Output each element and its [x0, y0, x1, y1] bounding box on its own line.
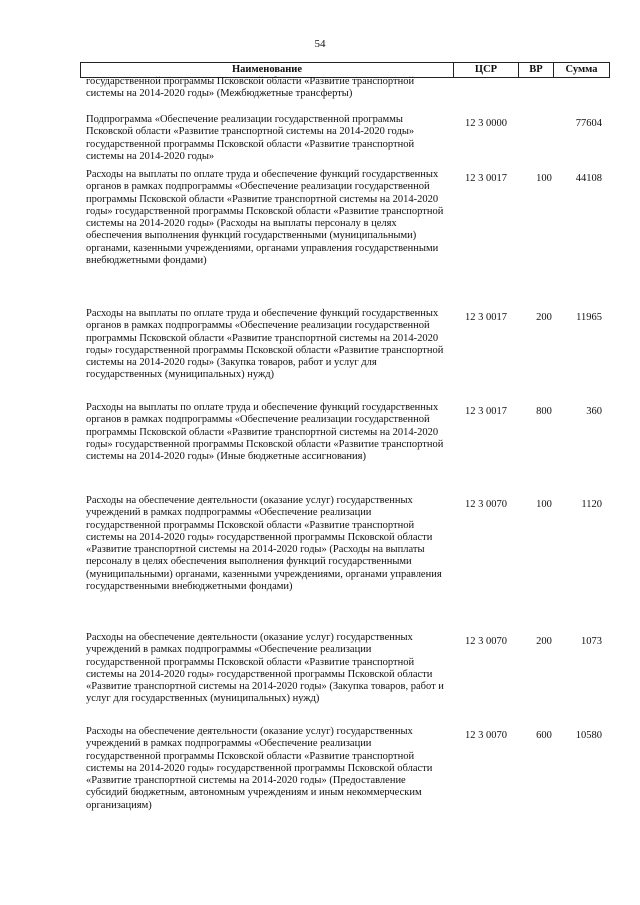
row-name: Расходы на обеспечение деятельности (оказание услуг) государственных учреждений в рамках подпрограммы «Обеспечение реализации государственной программы Псковской области «Развитие транспортной системы на 2014-2020 годы» государственной программы Псковской области «Развитие транспортной системы на 2014-2020 годы» (Расходы на выплаты персоналу в целях обеспечения выполнения функций государственными (муниципальными) органами, казенными учреждениями, органами управления государственными внебюджетными фондами) — [86, 495, 442, 593]
row-sum — [562, 76, 610, 101]
row-sum: 11965 — [576, 312, 602, 323]
row-sum: 1120 — [581, 499, 602, 510]
row-csr: 12 3 0017 — [465, 312, 507, 323]
row-csr — [446, 76, 526, 101]
row-csr: 12 3 0070 — [465, 730, 507, 741]
header-vr: ВР — [519, 63, 554, 77]
table-row — [80, 402, 610, 463]
row-sum: 1073 — [581, 636, 602, 647]
row-csr: 12 3 0017 — [465, 406, 507, 417]
table-row — [80, 495, 610, 593]
row-name: Расходы на выплаты по оплате труда и обеспечение функций государственных органов в рамках подпрограммы «Обеспечение реализации государственной программы Псковской области «Развитие транспортной системы на 2014-2020 годы» государственной программы Псковской области «Развитие транспортной системы на 2014-2020 годы» (Закупка товаров, работ и услуг для государственных (муниципальных) нужд) — [86, 308, 444, 381]
row-vr: 200 — [536, 312, 552, 323]
row-vr: 200 — [536, 636, 552, 647]
header-csr: ЦСР — [454, 63, 519, 77]
row-vr — [526, 114, 562, 163]
table-row — [80, 76, 610, 101]
header-sum: Сумма — [565, 64, 598, 75]
row-csr: 12 3 0017 — [465, 173, 507, 184]
row-sum: 10580 — [575, 730, 602, 741]
row-sum: 77604 — [575, 118, 602, 129]
table-row — [80, 726, 610, 812]
table-row — [80, 169, 610, 267]
row-name: Подпрограмма «Обеспечение реализации государственной программы Псковской области «Развитие транспортной системы на 2014-2020 годы» государственной программы Псковской области «Развитие транспортной системы на 2014-2020 годы» — [86, 114, 415, 162]
row-vr: 800 — [536, 406, 552, 417]
budget-table — [80, 62, 610, 811]
row-name: государственной программы Псковской области «Развитие транспортной системы на 2014-2020 годы» (Межбюджетные трансферты) — [86, 76, 415, 100]
row-vr: 100 — [536, 499, 552, 510]
row-name: Расходы на выплаты по оплате труда и обеспечение функций государственных органов в рамках подпрограммы «Обеспечение реализации государственной программы Псковской области «Развитие транспортной системы на 2014-2020 годы» государственной программы Псковской области «Развитие транспортной системы на 2014-2020 годы» (Иные бюджетные ассигнования) — [86, 402, 444, 463]
header-name: Наименование — [81, 63, 454, 77]
row-csr: 12 3 0000 — [465, 118, 507, 129]
row-vr: 600 — [536, 730, 552, 741]
table-row — [80, 114, 610, 163]
table-row — [80, 632, 610, 706]
row-csr: 12 3 0070 — [465, 636, 507, 647]
row-sum: 360 — [586, 406, 602, 417]
row-name: Расходы на обеспечение деятельности (оказание услуг) государственных учреждений в рамках подпрограммы «Обеспечение реализации государственной программы Псковской области «Развитие транспортной системы на 2014-2020 годы» государственной программы Псковской области «Развитие транспортной системы на 2014-2020 годы» (Закупка товаров, работ и услуг для государственных (муниципальных) нужд) — [86, 632, 444, 705]
row-vr — [526, 76, 562, 101]
row-sum: 44108 — [575, 173, 602, 184]
row-csr: 12 3 0070 — [465, 499, 507, 510]
row-vr: 100 — [536, 173, 552, 184]
table-row — [80, 308, 610, 382]
row-name: Расходы на выплаты по оплате труда и обеспечение функций государственных органов в рамках подпрограммы «Обеспечение реализации государственной программы Псковской области «Развитие транспортной системы на 2014-2020 годы» государственной программы Псковской области «Развитие транспортной системы на 2014-2020 годы» (Расходы на выплаты персоналу в целях обеспечения выполнения функций государственными (муниципальными) органами, казенными учреждениями, органами управления государственными внебюджетными фондами) — [86, 169, 444, 267]
row-name: Расходы на обеспечение деятельности (оказание услуг) государственных учреждений в рамках подпрограммы «Обеспечение реализации государственной программы Псковской области «Развитие транспортной системы на 2014-2020 годы» государственной программы Псковской области «Развитие транспортной системы на 2014-2020 годы» (Предоставление субсидий бюджетным, автономным учреждениям и иным некоммерческим организациям) — [86, 726, 433, 811]
page-number: 54 — [314, 38, 326, 50]
